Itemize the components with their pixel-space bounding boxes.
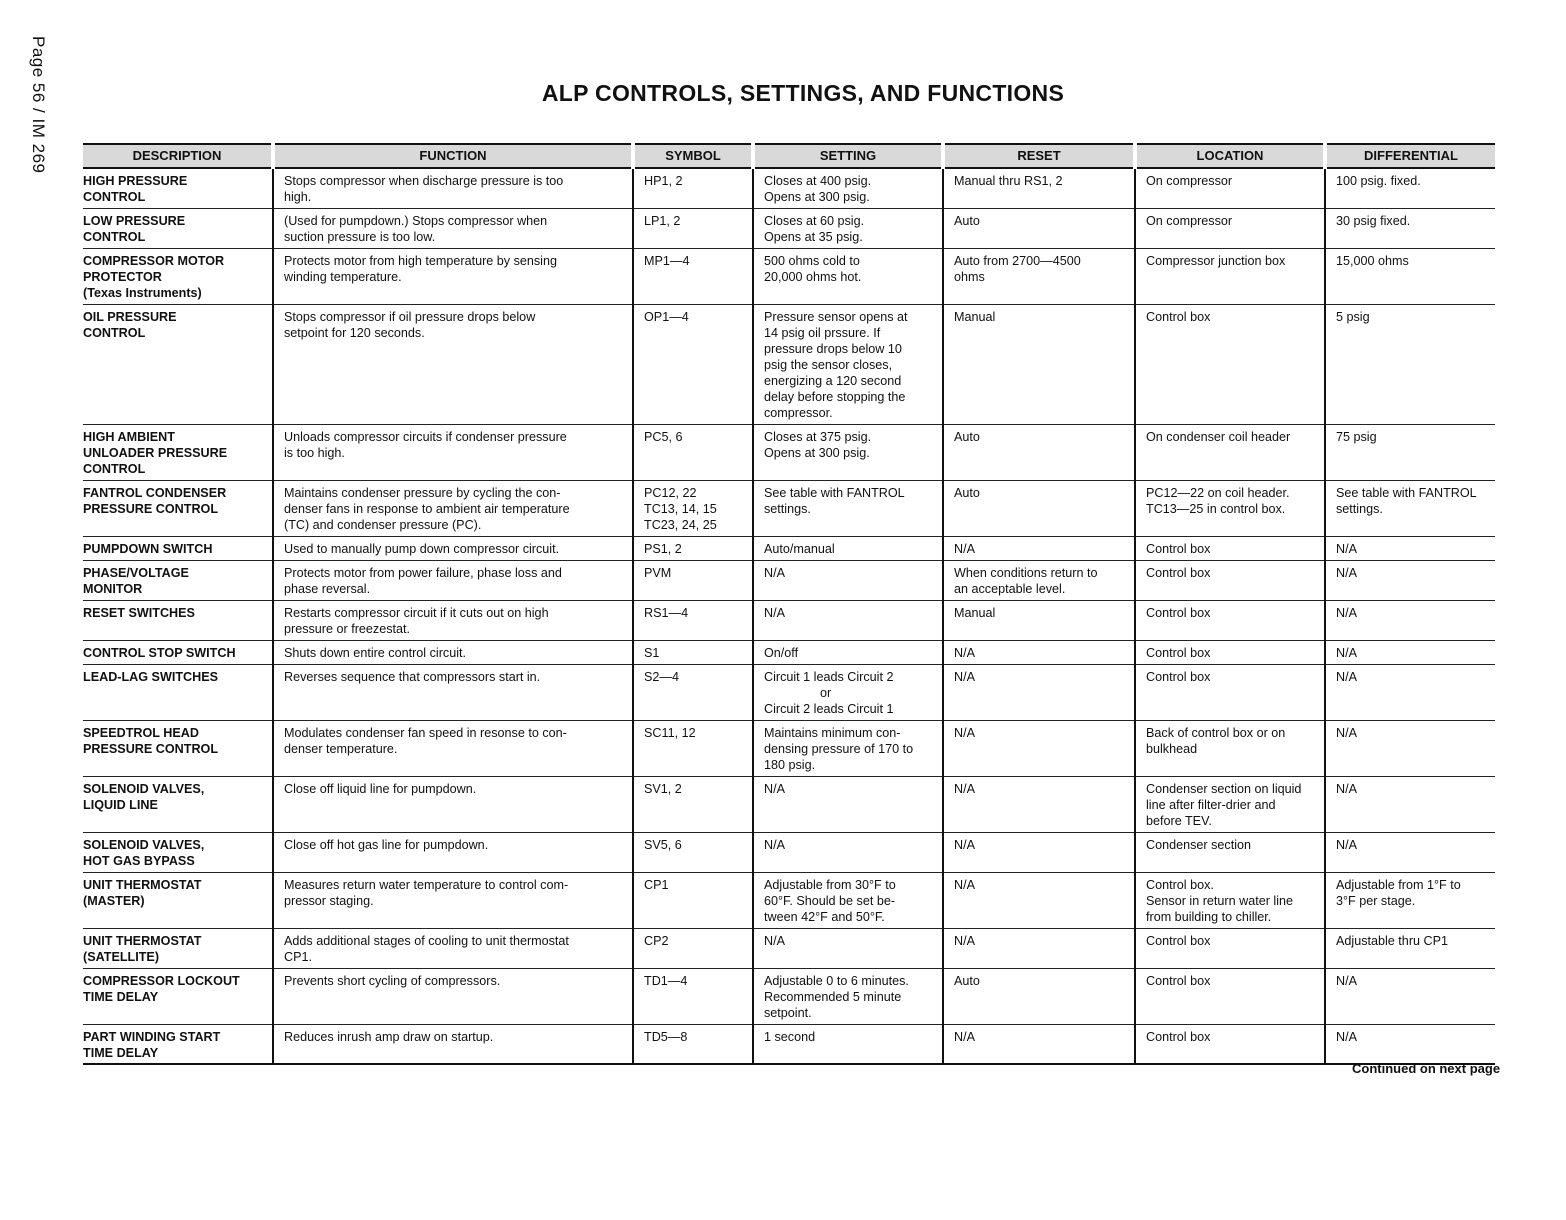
cell-location: Condenser section on liquid line after filter-drier and before TEV. — [1135, 776, 1325, 832]
cell-reset: N/A — [943, 872, 1135, 928]
cell-function: Stops compressor when discharge pressure is too high. — [273, 168, 633, 208]
page-title: ALP CONTROLS, SETTINGS, AND FUNCTIONS — [541, 80, 1065, 106]
cell-function: Prevents short cycling of compressors. — [273, 968, 633, 1024]
table-header-row — [83, 144, 1495, 168]
cell-location: Control box — [1135, 304, 1325, 424]
table-row — [83, 304, 1495, 424]
cell-symbol: MP1—4 — [633, 248, 753, 304]
cell-reset: Manual — [943, 304, 1135, 424]
cell-description: HIGH PRESSURE CONTROL — [83, 168, 273, 208]
cell-description: SOLENOID VALVES, HOT GAS BYPASS — [83, 832, 273, 872]
cell-function: (Used for pumpdown.) Stops compressor when suction pressure is too low. — [273, 208, 633, 248]
cell-function: Measures return water temperature to control com- pressor staging. — [273, 872, 633, 928]
cell-differential: N/A — [1325, 832, 1495, 872]
page-number-label: Page 56 / IM 269 — [29, 36, 48, 174]
cell-differential: N/A — [1325, 1024, 1495, 1064]
cell-reset: N/A — [943, 536, 1135, 560]
cell-setting: Auto/manual — [753, 536, 943, 560]
header-symbol: SYMBOL — [633, 144, 753, 168]
cell-reset: Manual — [943, 600, 1135, 640]
cell-differential: 100 psig. fixed. — [1325, 168, 1495, 208]
cell-differential: N/A — [1325, 968, 1495, 1024]
cell-function: Protects motor from high temperature by sensing winding temperature. — [273, 248, 633, 304]
cell-symbol: SV1, 2 — [633, 776, 753, 832]
cell-setting: Closes at 375 psig. Opens at 300 psig. — [753, 424, 943, 480]
table-row — [83, 832, 1495, 872]
table-row — [83, 1024, 1495, 1064]
cell-symbol: S1 — [633, 640, 753, 664]
cell-description: PHASE/VOLTAGE MONITOR — [83, 560, 273, 600]
header-setting: SETTING — [753, 144, 943, 168]
cell-reset: N/A — [943, 664, 1135, 720]
table-row — [83, 168, 1495, 208]
header-reset: RESET — [943, 144, 1135, 168]
table-row — [83, 776, 1495, 832]
table-row — [83, 664, 1495, 720]
cell-location: On compressor — [1135, 168, 1325, 208]
cell-differential: N/A — [1325, 776, 1495, 832]
cell-description: LEAD-LAG SWITCHES — [83, 664, 273, 720]
cell-setting: Pressure sensor opens at 14 psig oil prssure. If pressure drops below 10 psig the sensor closes, energizing a 120 second delay before stopping the compressor. — [753, 304, 943, 424]
cell-differential: N/A — [1325, 536, 1495, 560]
continued-note: Continued on next page — [1352, 1061, 1501, 1076]
cell-symbol: SC11, 12 — [633, 720, 753, 776]
header-function: FUNCTION — [273, 144, 633, 168]
header-differential: DIFFERENTIAL — [1325, 144, 1495, 168]
cell-location: Control box — [1135, 968, 1325, 1024]
table-row — [83, 248, 1495, 304]
header-location: LOCATION — [1135, 144, 1325, 168]
cell-reset: When conditions return to an acceptable level. — [943, 560, 1135, 600]
cell-location: Condenser section — [1135, 832, 1325, 872]
cell-differential: N/A — [1325, 600, 1495, 640]
cell-reset: N/A — [943, 1024, 1135, 1064]
cell-function: Restarts compressor circuit if it cuts out on high pressure or freezestat. — [273, 600, 633, 640]
cell-location: Compressor junction box — [1135, 248, 1325, 304]
cell-description: PART WINDING START TIME DELAY — [83, 1024, 273, 1064]
cell-setting: Circuit 1 leads Circuit 2 or Circuit 2 leads Circuit 1 — [753, 664, 943, 720]
cell-symbol: PS1, 2 — [633, 536, 753, 560]
cell-differential: N/A — [1325, 640, 1495, 664]
cell-differential: N/A — [1325, 720, 1495, 776]
cell-description: UNIT THERMOSTAT (MASTER) — [83, 872, 273, 928]
cell-differential: 75 psig — [1325, 424, 1495, 480]
cell-location: Control box — [1135, 928, 1325, 968]
cell-description: PUMPDOWN SWITCH — [83, 536, 273, 560]
cell-symbol: TD1—4 — [633, 968, 753, 1024]
cell-setting: 1 second — [753, 1024, 943, 1064]
cell-location: Control box — [1135, 560, 1325, 600]
cell-function: Adds additional stages of cooling to unit thermostat CP1. — [273, 928, 633, 968]
cell-description: COMPRESSOR MOTOR PROTECTOR (Texas Instruments) — [83, 248, 273, 304]
cell-function: Maintains condenser pressure by cycling the con- denser fans in response to ambient air temperature (TC) and condenser pressure (PC). — [273, 480, 633, 536]
cell-description: OIL PRESSURE CONTROL — [83, 304, 273, 424]
cell-reset: N/A — [943, 720, 1135, 776]
cell-differential: See table with FANTROL settings. — [1325, 480, 1495, 536]
cell-location: On compressor — [1135, 208, 1325, 248]
cell-location: On condenser coil header — [1135, 424, 1325, 480]
cell-differential: Adjustable from 1°F to 3°F per stage. — [1325, 872, 1495, 928]
cell-location: Control box. Sensor in return water line from building to chiller. — [1135, 872, 1325, 928]
cell-function: Close off hot gas line for pumpdown. — [273, 832, 633, 872]
cell-symbol: LP1, 2 — [633, 208, 753, 248]
table-row — [83, 872, 1495, 928]
cell-location: Control box — [1135, 664, 1325, 720]
cell-description: SOLENOID VALVES, LIQUID LINE — [83, 776, 273, 832]
table-row — [83, 480, 1495, 536]
cell-description: COMPRESSOR LOCKOUT TIME DELAY — [83, 968, 273, 1024]
table-row — [83, 968, 1495, 1024]
cell-symbol: HP1, 2 — [633, 168, 753, 208]
cell-symbol: OP1—4 — [633, 304, 753, 424]
cell-reset: Auto — [943, 208, 1135, 248]
controls-table — [83, 143, 1495, 1065]
cell-setting: See table with FANTROL settings. — [753, 480, 943, 536]
cell-function: Unloads compressor circuits if condenser pressure is too high. — [273, 424, 633, 480]
cell-function: Shuts down entire control circuit. — [273, 640, 633, 664]
table-body — [83, 168, 1495, 1064]
table-row — [83, 208, 1495, 248]
cell-reset: N/A — [943, 832, 1135, 872]
cell-setting: N/A — [753, 600, 943, 640]
cell-differential: Adjustable thru CP1 — [1325, 928, 1495, 968]
cell-symbol: PC5, 6 — [633, 424, 753, 480]
cell-setting: Adjustable from 30°F to 60°F. Should be set be- tween 42°F and 50°F. — [753, 872, 943, 928]
cell-description: UNIT THERMOSTAT (SATELLITE) — [83, 928, 273, 968]
cell-function: Modulates condenser fan speed in resonse to con- denser temperature. — [273, 720, 633, 776]
cell-description: HIGH AMBIENT UNLOADER PRESSURE CONTROL — [83, 424, 273, 480]
table-row — [83, 928, 1495, 968]
cell-setting: On/off — [753, 640, 943, 664]
cell-differential: 5 psig — [1325, 304, 1495, 424]
cell-setting: Maintains minimum con- densing pressure of 170 to 180 psig. — [753, 720, 943, 776]
cell-location: Back of control box or on bulkhead — [1135, 720, 1325, 776]
cell-reset: N/A — [943, 776, 1135, 832]
cell-symbol: S2—4 — [633, 664, 753, 720]
cell-differential: N/A — [1325, 560, 1495, 600]
cell-description: CONTROL STOP SWITCH — [83, 640, 273, 664]
cell-function: Reverses sequence that compressors start in. — [273, 664, 633, 720]
cell-setting: 500 ohms cold to 20,000 ohms hot. — [753, 248, 943, 304]
cell-setting: Closes at 60 psig. Opens at 35 psig. — [753, 208, 943, 248]
cell-setting: Closes at 400 psig. Opens at 300 psig. — [753, 168, 943, 208]
cell-setting: N/A — [753, 560, 943, 600]
cell-location: Control box — [1135, 1024, 1325, 1064]
cell-function: Close off liquid line for pumpdown. — [273, 776, 633, 832]
cell-description: FANTROL CONDENSER PRESSURE CONTROL — [83, 480, 273, 536]
cell-reset: Manual thru RS1, 2 — [943, 168, 1135, 208]
cell-setting: Adjustable 0 to 6 minutes. Recommended 5 minute setpoint. — [753, 968, 943, 1024]
cell-function: Reduces inrush amp draw on startup. — [273, 1024, 633, 1064]
table-row — [83, 560, 1495, 600]
cell-differential: 15,000 ohms — [1325, 248, 1495, 304]
cell-reset: N/A — [943, 928, 1135, 968]
cell-location: Control box — [1135, 600, 1325, 640]
cell-symbol: RS1—4 — [633, 600, 753, 640]
cell-location: Control box — [1135, 536, 1325, 560]
header-description: DESCRIPTION — [83, 144, 273, 168]
cell-reset: Auto — [943, 424, 1135, 480]
table-row — [83, 720, 1495, 776]
cell-symbol: SV5, 6 — [633, 832, 753, 872]
table-row — [83, 424, 1495, 480]
cell-symbol: CP1 — [633, 872, 753, 928]
cell-differential: 30 psig fixed. — [1325, 208, 1495, 248]
cell-function: Protects motor from power failure, phase loss and phase reversal. — [273, 560, 633, 600]
cell-description: RESET SWITCHES — [83, 600, 273, 640]
cell-function: Used to manually pump down compressor circuit. — [273, 536, 633, 560]
cell-location: Control box — [1135, 640, 1325, 664]
cell-location: PC12—22 on coil header. TC13—25 in control box. — [1135, 480, 1325, 536]
cell-symbol: PC12, 22 TC13, 14, 15 TC23, 24, 25 — [633, 480, 753, 536]
table-row — [83, 536, 1495, 560]
cell-reset: Auto — [943, 968, 1135, 1024]
table-row — [83, 640, 1495, 664]
table-row — [83, 600, 1495, 640]
cell-setting: N/A — [753, 832, 943, 872]
cell-description: SPEEDTROL HEAD PRESSURE CONTROL — [83, 720, 273, 776]
cell-reset: Auto — [943, 480, 1135, 536]
cell-symbol: PVM — [633, 560, 753, 600]
cell-setting: N/A — [753, 776, 943, 832]
cell-setting: N/A — [753, 928, 943, 968]
cell-differential: N/A — [1325, 664, 1495, 720]
cell-function: Stops compressor if oil pressure drops below setpoint for 120 seconds. — [273, 304, 633, 424]
cell-symbol: CP2 — [633, 928, 753, 968]
cell-description: LOW PRESSURE CONTROL — [83, 208, 273, 248]
cell-reset: Auto from 2700—4500 ohms — [943, 248, 1135, 304]
cell-reset: N/A — [943, 640, 1135, 664]
cell-symbol: TD5—8 — [633, 1024, 753, 1064]
